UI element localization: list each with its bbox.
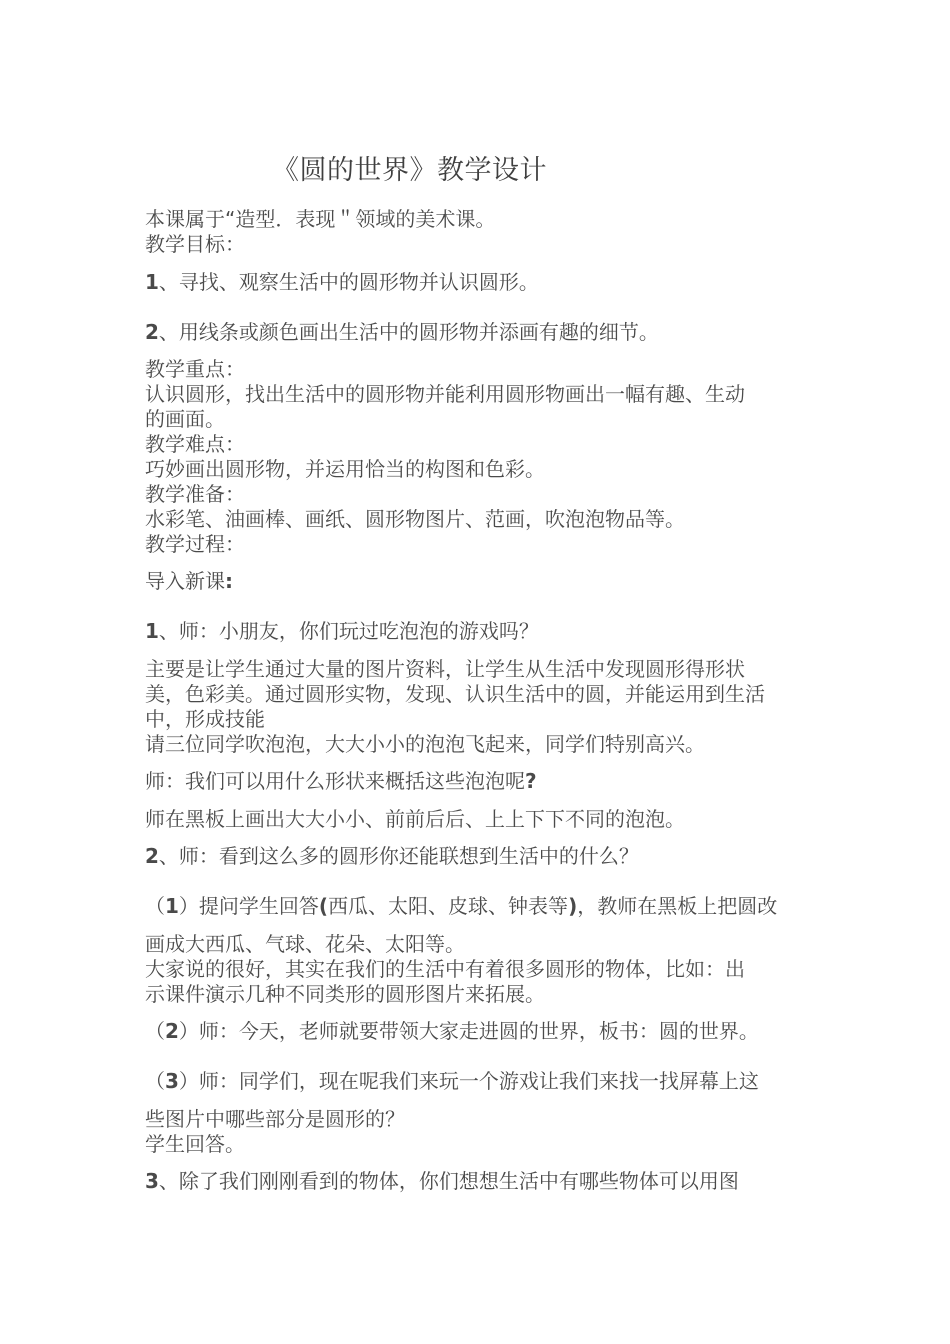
para-1-line-4: 请三位同学吹泡泡，大大小小的泡泡飞起来，同学们特别高兴。 — [145, 732, 705, 756]
goals-label: 教学目标： — [145, 232, 245, 256]
sub-1-open: （ — [145, 894, 165, 918]
intro-line: 本课属于“造型．表现＂领域的美术课。 — [145, 207, 496, 231]
difficulty-label: 教学难点： — [145, 432, 245, 456]
sub-1-paren-close: ) — [568, 894, 578, 918]
sub-1 — [145, 894, 810, 919]
goal-1-text: 、寻找、观察生活中的圆形物并认识圆形。 — [158, 270, 539, 294]
lead-in-heading — [145, 569, 810, 594]
step-2 — [145, 844, 810, 869]
sub-2 — [145, 1019, 810, 1044]
everyone-line-1: 大家说的很好，其实在我们的生活中有着很多圆形的物体，比如：出 — [145, 957, 745, 981]
sub-2-open: （ — [145, 1019, 165, 1043]
key-text-line-2: 的画面。 — [145, 407, 225, 431]
teacher-draw: 师在黑板上画出大大小小、前前后后、上上下下不同的泡泡。 — [145, 807, 685, 831]
para-1-line-2: 美，色彩美。通过圆形实物，发现、认识生活中的圆，并能运用到生活 — [145, 682, 765, 706]
sub-1-text-c: ，教师在黑板上把圆改 — [577, 894, 778, 918]
difficulty-text: 巧妙画出圆形物，并运用恰当的构图和色彩。 — [145, 457, 545, 481]
goal-1-number: 1 — [145, 270, 159, 294]
key-text-line-1: 认识圆形，找出生活中的圆形物并能利用圆形物画出一幅有趣、生动 — [145, 382, 745, 406]
sub-1-number: 1 — [165, 894, 179, 918]
process-label: 教学过程： — [145, 532, 245, 556]
sub-3 — [145, 1069, 810, 1094]
prep-text: 水彩笔、油画棒、画纸、圆形物图片、范画，吹泡泡物品等。 — [145, 507, 685, 531]
sub-1-text-a: ）提问学生回答 — [178, 894, 319, 918]
sub-3-open: （ — [145, 1069, 165, 1093]
teacher-question — [145, 769, 810, 794]
goal-1 — [145, 270, 810, 295]
step-1-number: 1 — [145, 619, 159, 643]
student-answer: 学生回答。 — [145, 1132, 245, 1156]
page-title: 《圆的世界》教学设计 — [272, 155, 547, 186]
sub-3-text: ）师：同学们，现在呢我们来玩一个游戏让我们来找一找屏幕上这 — [178, 1069, 759, 1093]
lead-in-text: 导入新课 — [145, 569, 225, 593]
sub-1-line-2: 画成大西瓜、气球、花朵、太阳等。 — [145, 932, 465, 956]
sub-1-paren-open: ( — [318, 894, 329, 918]
step-2-text: 、师：看到这么多的圆形你还能联想到生活中的什么？ — [158, 844, 639, 868]
teacher-question-text: 师：我们可以用什么形状来概括这些泡泡呢 — [145, 769, 525, 793]
key-label: 教学重点： — [145, 357, 245, 381]
para-1-line-3: 中，形成技能 — [145, 707, 265, 731]
step-1 — [145, 619, 810, 644]
step-3-number: 3 — [145, 1169, 159, 1193]
goal-2-number: 2 — [145, 320, 159, 344]
lead-in-colon: : — [225, 569, 233, 593]
sub-3-number: 3 — [165, 1069, 179, 1093]
everyone-line-2: 示课件演示几种不同类形的圆形图片来拓展。 — [145, 982, 545, 1006]
goal-2 — [145, 320, 810, 345]
sub-3-line-2: 些图片中哪些部分是圆形的？ — [145, 1107, 405, 1131]
teacher-question-mark: ? — [525, 769, 537, 793]
para-1-line-1: 主要是让学生通过大量的图片资料，让学生从生活中发现圆形得形状 — [145, 657, 745, 681]
sub-2-text: ）师：今天，老师就要带领大家走进圆的世界，板书：圆的世界。 — [178, 1019, 759, 1043]
prep-label: 教学准备： — [145, 482, 245, 506]
sub-2-number: 2 — [165, 1019, 179, 1043]
goal-2-text: 、用线条或颜色画出生活中的圆形物并添画有趣的细节。 — [158, 320, 659, 344]
step-3 — [145, 1169, 810, 1194]
step-1-text: 、师：小朋友，你们玩过吃泡泡的游戏吗？ — [158, 619, 539, 643]
step-2-number: 2 — [145, 844, 159, 868]
step-3-text: 、除了我们刚刚看到的物体，你们想想生活中有哪些物体可以用图 — [158, 1169, 739, 1193]
sub-1-text-b: 西瓜、太阳、皮球、钟表等 — [328, 894, 569, 918]
